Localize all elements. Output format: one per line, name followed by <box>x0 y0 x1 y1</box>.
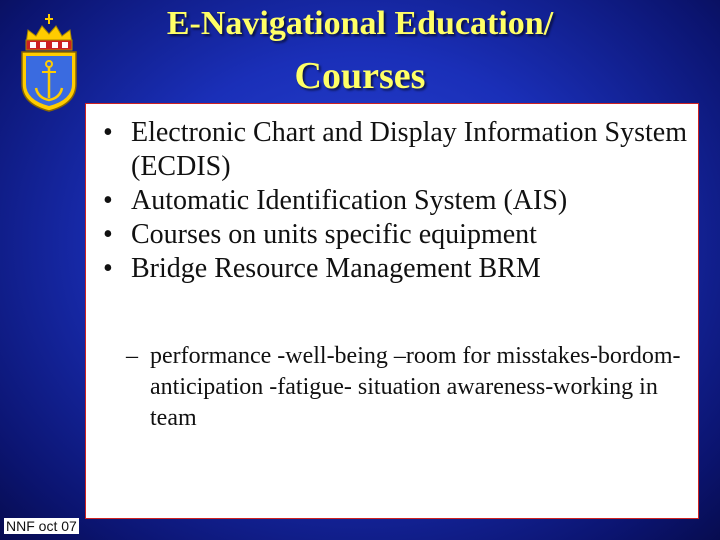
content-panel <box>85 103 699 519</box>
bullet-item <box>101 184 691 218</box>
bullet-dot: • <box>103 219 113 250</box>
slide-title-line-1: E-Navigational Education/ <box>166 5 554 42</box>
bullet-dot: • <box>103 117 113 148</box>
bullet-item <box>101 252 691 286</box>
bullet-text: Automatic Identification System (AIS) <box>131 185 568 216</box>
sub-bullet-dash: – <box>126 343 138 369</box>
sub-bullet <box>126 341 710 434</box>
footer-label: NNF oct 07 <box>6 518 77 534</box>
bullet-item <box>101 218 691 252</box>
sub-bullet-text: performance -well-being –room for misstakes-bordom-anticipation -fatigue- situation awareness-working in team <box>150 343 681 431</box>
bullet-text: Courses on units specific equipment <box>131 219 537 250</box>
slide-title-line-2: Courses <box>294 55 426 97</box>
bullet-dot: • <box>103 253 113 284</box>
bullet-dot: • <box>103 185 113 216</box>
bullet-list <box>101 116 691 286</box>
naval-crest-icon <box>18 14 80 112</box>
bullet-item <box>101 116 691 184</box>
bullet-text: Bridge Resource Management BRM <box>131 253 541 284</box>
bullet-text: Electronic Chart and Display Information System (ECDIS) <box>131 117 687 182</box>
